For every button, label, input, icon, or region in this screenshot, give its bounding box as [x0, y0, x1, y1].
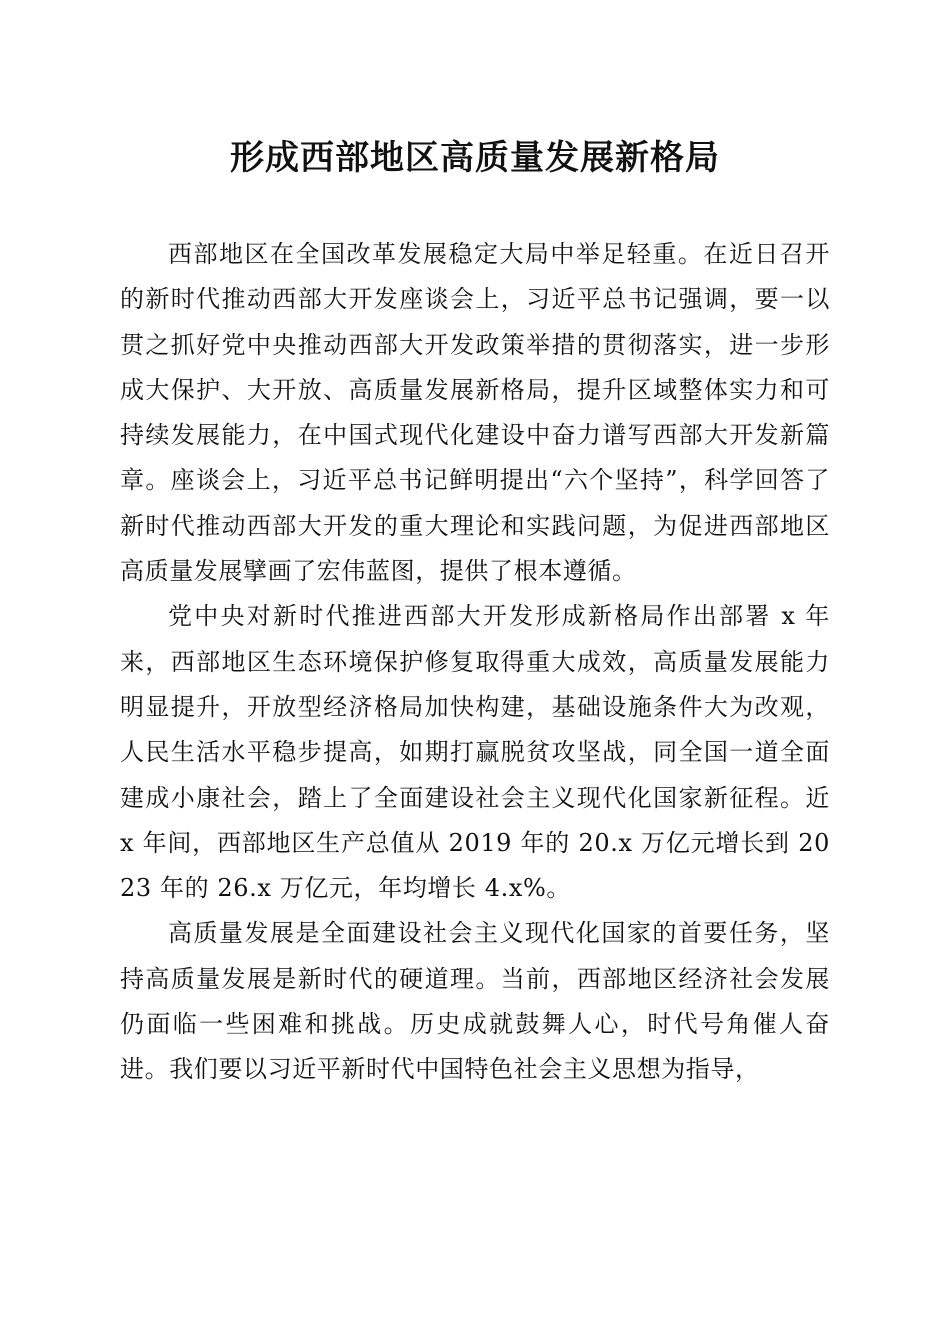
paragraph-3: 高质量发展是全面建设社会主义现代化国家的首要任务，坚持高质量发展是新时代的硬道理。当前，西部地区经济社会发展仍面临一些困难和挑战。历史成就鼓舞人心，时代号角催人奋进。我们要以习近平新时代中国特色社会主义思想为指导， [120, 919, 830, 1084]
paragraph-1: 西部地区在全国改革发展稳定大局中举足轻重。在近日召开的新时代推动西部大开发座谈会上，习近平总书记强调，要一以贯之抓好党中央推动西部大开发政策举措的贯彻落实，进一步形成大保护、大开放、高质量发展新格局，提升区域整体实力和可持续发展能力，在中国式现代化建设中奋力谱写西部大开发新篇章。座谈会上，习近平总书记鲜明提出“六个坚持”，科学回答了新时代推动西部大开发的重大理论和实践问题，为促进西部地区高质量发展擘画了宏伟蓝图，提供了根本遵循。 [120, 240, 830, 586]
document-title: 形成西部地区高质量发展新格局 [230, 138, 720, 178]
paragraph-2: 党中央对新时代推进西部大开发形成新格局作出部署 x 年来，西部地区生态环境保护修复取得重大成效，高质量发展能力明显提升，开放型经济格局加快构建，基础设施条件大为改观，人民生活水平稳步提高，如期打赢脱贫攻坚战，同全国一道全面建成小康社会，踏上了全面建设社会主义现代化国家新征程。近 x 年间，西部地区生产总值从 2019 年的 20.x 万亿元增长到 2023 年的 26.x 万亿元，年均增长 4.x%。 [120, 602, 830, 903]
document-body [120, 232, 830, 1093]
